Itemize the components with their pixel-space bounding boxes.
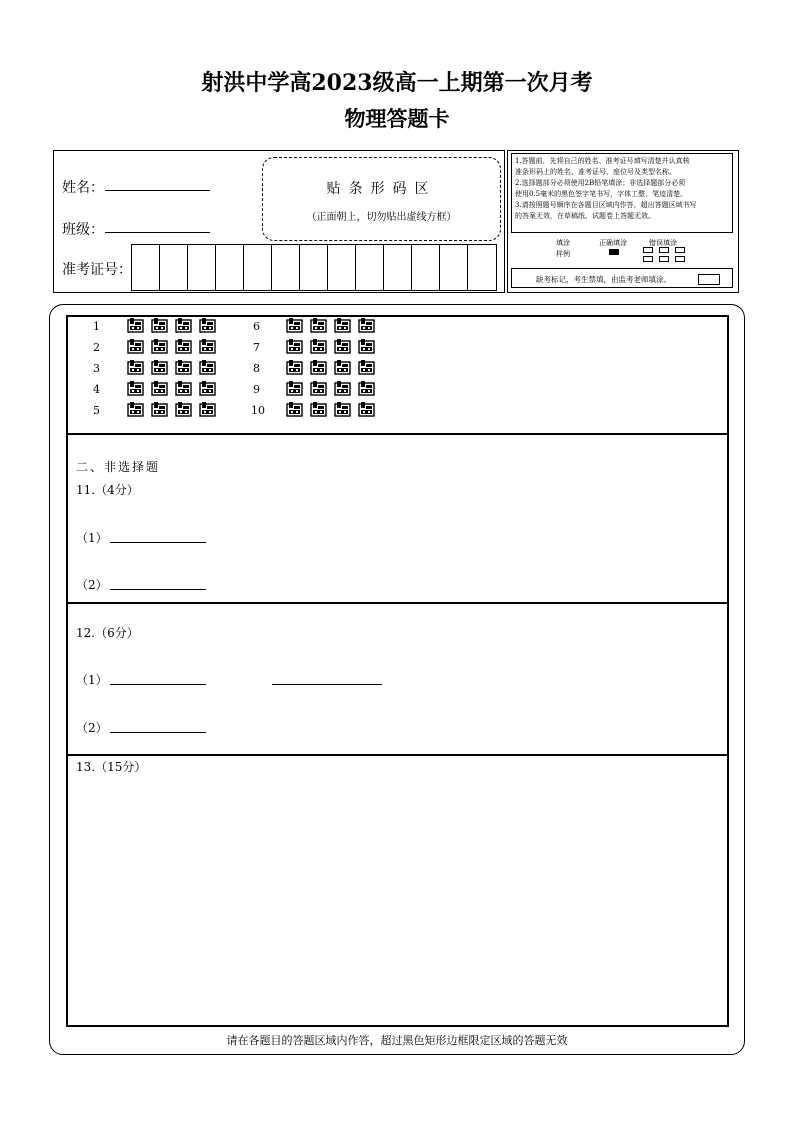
mcq-number: 8 bbox=[253, 362, 260, 375]
barcode-title: 贴条形码区 bbox=[326, 181, 437, 197]
mcq-number: 2 bbox=[93, 341, 100, 354]
mcq-number: 10 bbox=[251, 404, 265, 417]
option-c-bubble[interactable] bbox=[334, 318, 351, 333]
mcq-number: 6 bbox=[253, 320, 260, 333]
correct-label: 正确填涂 bbox=[599, 239, 627, 247]
id-digit-cell[interactable] bbox=[188, 245, 216, 290]
option-a-bubble[interactable] bbox=[127, 381, 144, 396]
wrong-label: 错误填涂 bbox=[649, 239, 677, 247]
id-digit-cell[interactable] bbox=[440, 245, 468, 290]
option-c-bubble[interactable] bbox=[175, 339, 192, 354]
option-d-bubble[interactable] bbox=[199, 318, 216, 333]
wrong-mark-cross-icon bbox=[659, 247, 669, 253]
instruction-line: 的答案无效，在草稿纸、试题卷上答题无效。 bbox=[515, 212, 655, 220]
id-digit-cell[interactable] bbox=[384, 245, 412, 290]
instruction-line: 2.选择题部分必须使用2B铅笔填涂；非选择题部分必须 bbox=[515, 179, 686, 187]
q12-part1-blank-a[interactable] bbox=[110, 684, 206, 685]
wrong-mark-circle-icon bbox=[675, 247, 685, 253]
id-digit-cell[interactable] bbox=[328, 245, 356, 290]
option-d-bubble[interactable] bbox=[358, 381, 375, 396]
id-label: 准考证号： bbox=[62, 261, 132, 277]
option-d-bubble[interactable] bbox=[358, 339, 375, 354]
mcq-number: 7 bbox=[253, 341, 260, 354]
correct-mark-icon bbox=[609, 249, 619, 255]
option-c-bubble[interactable] bbox=[334, 381, 351, 396]
q11-part1-label: （1） bbox=[76, 531, 108, 545]
id-digit-cell[interactable] bbox=[132, 245, 160, 290]
option-d-bubble[interactable] bbox=[199, 360, 216, 375]
class-field[interactable] bbox=[105, 232, 210, 233]
option-c-bubble[interactable] bbox=[175, 381, 192, 396]
instruction-line: 3.请按照题号顺序在各题目区域内作答，超出答题区域书写 bbox=[515, 201, 697, 209]
option-c-bubble[interactable] bbox=[334, 339, 351, 354]
id-number-grid[interactable] bbox=[131, 244, 497, 291]
wrong-mark-half-icon bbox=[659, 256, 669, 262]
option-a-bubble[interactable] bbox=[127, 360, 144, 375]
id-digit-cell[interactable] bbox=[160, 245, 188, 290]
section-divider bbox=[66, 433, 727, 435]
non-choice-title: 二、非选择题 bbox=[76, 460, 161, 474]
q13-answer-area[interactable] bbox=[68, 780, 723, 1020]
option-a-bubble[interactable] bbox=[127, 318, 144, 333]
option-d-bubble[interactable] bbox=[358, 318, 375, 333]
barcode-area bbox=[262, 157, 501, 241]
option-a-bubble[interactable] bbox=[286, 381, 303, 396]
class-label: 班级： bbox=[62, 221, 104, 237]
option-a-bubble[interactable] bbox=[286, 360, 303, 375]
id-digit-cell[interactable] bbox=[300, 245, 328, 290]
q13-title: 13.（15分） bbox=[76, 760, 147, 774]
q12-part1-label: （1） bbox=[76, 673, 108, 687]
option-c-bubble[interactable] bbox=[334, 360, 351, 375]
wrong-mark-slash-icon bbox=[643, 247, 653, 253]
barcode-note: （正面朝上，切勿贴出虚线方框） bbox=[306, 212, 457, 223]
option-d-bubble[interactable] bbox=[358, 360, 375, 375]
option-a-bubble[interactable] bbox=[286, 339, 303, 354]
option-a-bubble[interactable] bbox=[286, 318, 303, 333]
option-b-bubble[interactable] bbox=[310, 318, 327, 333]
q11-part1-blank[interactable] bbox=[110, 542, 206, 543]
option-b-bubble[interactable] bbox=[151, 402, 168, 417]
q12-part2-blank[interactable] bbox=[110, 732, 206, 733]
id-digit-cell[interactable] bbox=[272, 245, 300, 290]
id-digit-cell[interactable] bbox=[412, 245, 440, 290]
option-d-bubble[interactable] bbox=[358, 402, 375, 417]
footer-note: 请在各题目的答题区域内作答，超过黑色矩形边框限定区域的答题无效 bbox=[226, 1035, 568, 1047]
wrong-mark-dot-icon bbox=[675, 256, 685, 262]
instruction-line: 准条形码上的姓名、准考证号、座位号及类型名称。 bbox=[515, 168, 676, 176]
fill-example bbox=[511, 236, 733, 262]
option-c-bubble[interactable] bbox=[175, 318, 192, 333]
option-b-bubble[interactable] bbox=[310, 381, 327, 396]
missing-exam-checkbox[interactable] bbox=[698, 274, 720, 285]
option-b-bubble[interactable] bbox=[151, 360, 168, 375]
option-b-bubble[interactable] bbox=[310, 360, 327, 375]
missing-exam-label: 缺考标记，考生禁填，由监考老师填涂。 bbox=[536, 275, 671, 284]
option-d-bubble[interactable] bbox=[199, 402, 216, 417]
mcq-number: 4 bbox=[93, 383, 100, 396]
id-digit-cell[interactable] bbox=[468, 245, 496, 290]
mcq-number: 5 bbox=[93, 404, 100, 417]
option-b-bubble[interactable] bbox=[151, 339, 168, 354]
q12-part2-label: （2） bbox=[76, 721, 108, 735]
page-subtitle: 物理答题卡 bbox=[344, 106, 450, 131]
instructions-text bbox=[511, 153, 733, 233]
option-c-bubble[interactable] bbox=[334, 402, 351, 417]
wrong-mark-empty-icon bbox=[643, 256, 653, 262]
instruction-line: 使用0.5毫米的黑色签字笔书写，字体工整、笔迹清楚。 bbox=[515, 190, 688, 198]
id-digit-cell[interactable] bbox=[356, 245, 384, 290]
id-digit-cell[interactable] bbox=[244, 245, 272, 290]
q11-title: 11.（4分） bbox=[76, 483, 139, 497]
page-title: 射洪中学高2023级高一上期第一次月考 bbox=[201, 70, 593, 96]
id-digit-cell[interactable] bbox=[216, 245, 244, 290]
option-c-bubble[interactable] bbox=[175, 402, 192, 417]
option-b-bubble[interactable] bbox=[151, 381, 168, 396]
q12-part1-blank-b[interactable] bbox=[272, 684, 382, 685]
q12-title: 12.（6分） bbox=[76, 626, 139, 640]
q11-part2-label: （2） bbox=[76, 578, 108, 592]
option-b-bubble[interactable] bbox=[310, 339, 327, 354]
name-field[interactable] bbox=[105, 190, 210, 191]
option-d-bubble[interactable] bbox=[199, 339, 216, 354]
option-a-bubble[interactable] bbox=[286, 402, 303, 417]
option-b-bubble[interactable] bbox=[310, 402, 327, 417]
option-a-bubble[interactable] bbox=[127, 339, 144, 354]
option-c-bubble[interactable] bbox=[175, 360, 192, 375]
fill-label: 填涂 bbox=[556, 239, 570, 247]
section-divider bbox=[66, 754, 727, 756]
option-b-bubble[interactable] bbox=[151, 318, 168, 333]
mcq-number: 1 bbox=[93, 320, 100, 333]
option-d-bubble[interactable] bbox=[199, 381, 216, 396]
instruction-line: 1.答题前，先将自己的姓名、准考证号填写清楚并认真核 bbox=[515, 157, 690, 165]
mcq-number: 9 bbox=[253, 383, 260, 396]
option-a-bubble[interactable] bbox=[127, 402, 144, 417]
missing-exam-box bbox=[511, 268, 733, 288]
mcq-number: 3 bbox=[93, 362, 100, 375]
name-label: 姓名： bbox=[62, 179, 104, 195]
q11-part2-blank[interactable] bbox=[110, 589, 206, 590]
example-label: 样例 bbox=[556, 250, 570, 258]
section-divider bbox=[66, 602, 727, 604]
